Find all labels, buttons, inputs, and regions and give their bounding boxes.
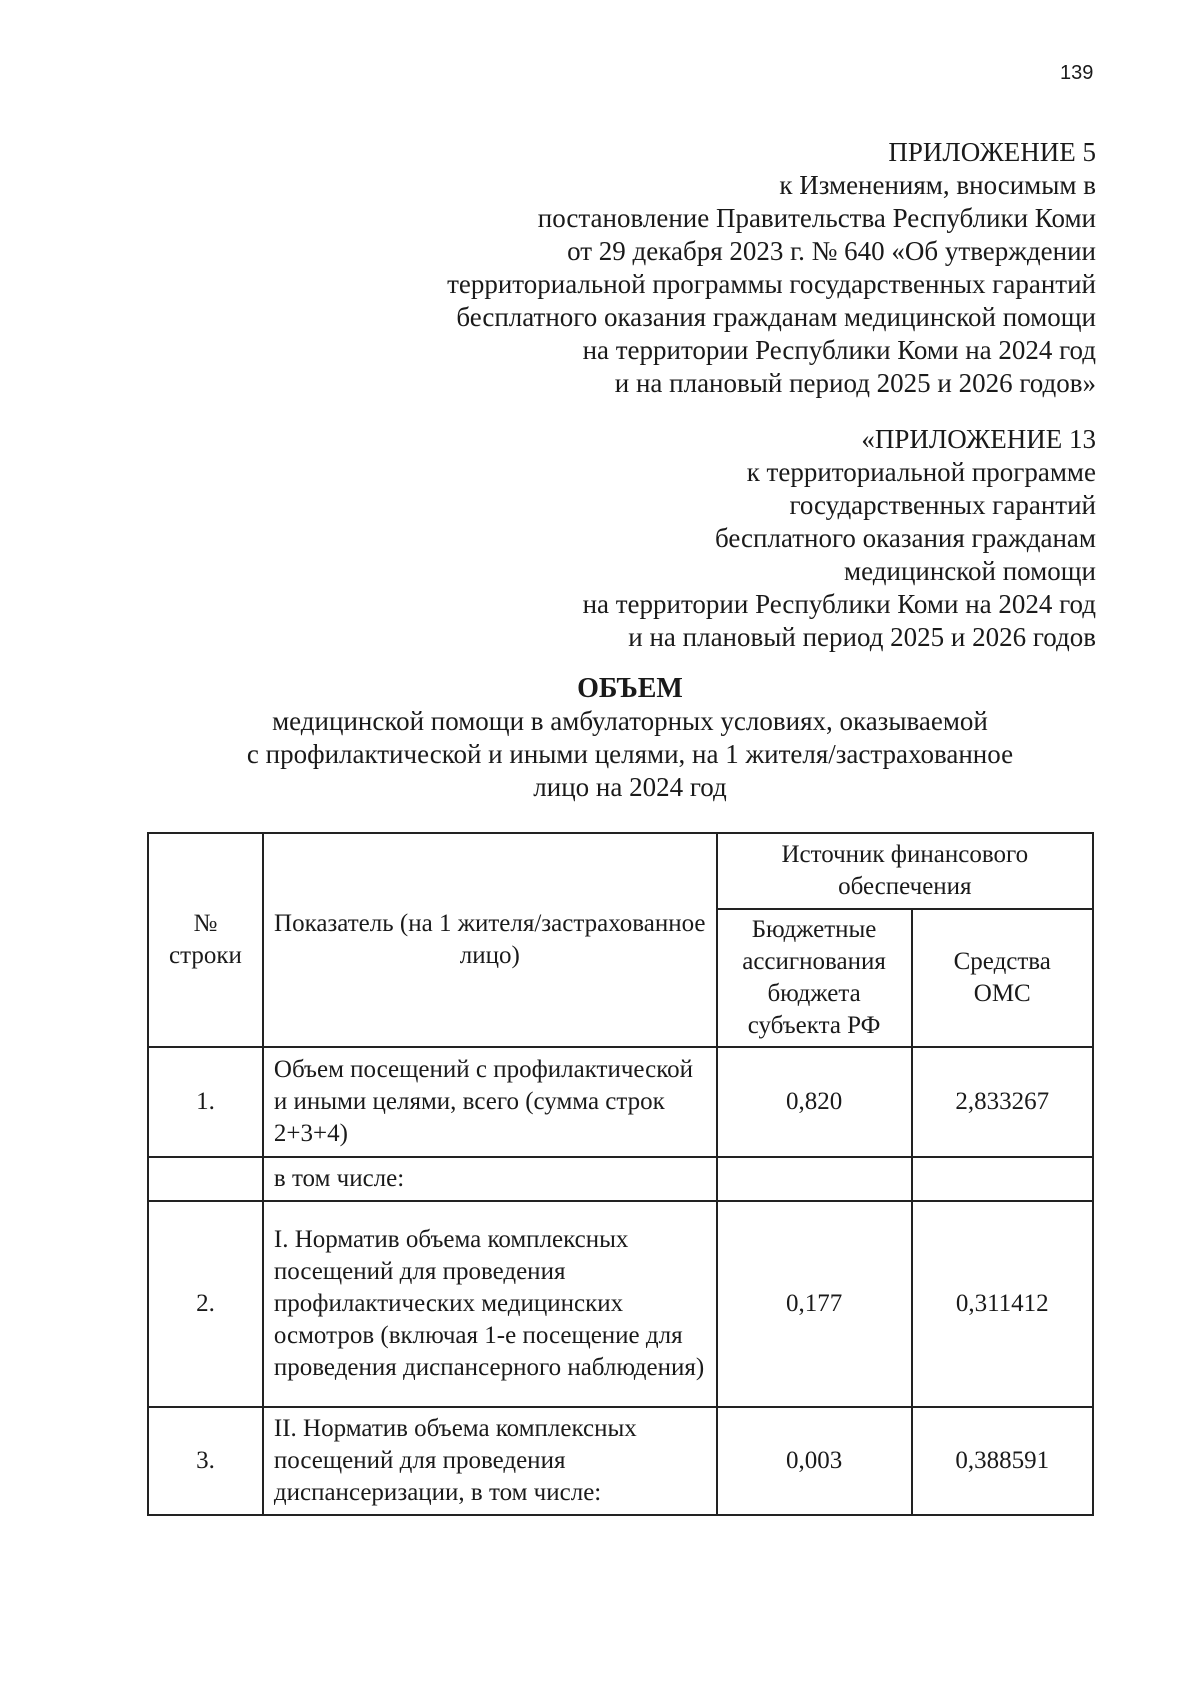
appendix-13-line: «ПРИЛОЖЕНИЕ 13 (861, 424, 1096, 454)
row-indicator: I. Норматив объема комплексных посещений для проведения профилактических медицинских осмотров (включая 1-е посещение для проведения диспансерного наблюдения) (263, 1201, 717, 1407)
appendix-13-line: бесплатного оказания гражданам (715, 523, 1096, 553)
appendix-13-header (583, 423, 1096, 654)
row-number: 2. (148, 1201, 263, 1407)
appendix-13-line: государственных гарантий (789, 490, 1096, 520)
table-row (148, 1201, 1093, 1407)
appendix-5-line: бесплатного оказания гражданам медицинской помощи (456, 302, 1096, 332)
header-oms: Средства ОМС (912, 909, 1093, 1047)
title-main: ОБЪЕМ (577, 673, 683, 704)
header-indicator: Показатель (на 1 жителя/застрахованное лицо) (263, 833, 717, 1047)
row-oms-value (912, 1157, 1093, 1201)
row-oms-value: 2,833267 (912, 1047, 1093, 1157)
row-number: 3. (148, 1407, 263, 1515)
page-number: 139 (1060, 62, 1094, 84)
row-budget-value: 0,003 (717, 1407, 912, 1515)
table-row (148, 1407, 1093, 1515)
document-title (150, 672, 1110, 804)
appendix-5-line: на территории Республики Коми на 2024 год (582, 335, 1096, 365)
title-line: медицинской помощи в амбулаторных условиях, оказываемой (272, 706, 988, 736)
appendix-13-line: на территории Республики Коми на 2024 год (582, 589, 1096, 619)
row-oms-value: 0,311412 (912, 1201, 1093, 1407)
row-number (148, 1157, 263, 1201)
appendix-5-line: ПРИЛОЖЕНИЕ 5 (888, 137, 1096, 167)
appendix-13-line: к территориальной программе (746, 457, 1096, 487)
appendix-5-line: территориальной программы государственных гарантий (447, 269, 1096, 299)
appendix-5-header (447, 136, 1096, 400)
appendix-5-line: и на плановый период 2025 и 2026 годов» (614, 368, 1096, 398)
row-budget-value: 0,820 (717, 1047, 912, 1157)
row-budget-value: 0,177 (717, 1201, 912, 1407)
header-budget: Бюджетные ассигнования бюджета субъекта РФ (717, 909, 912, 1047)
row-indicator: Объем посещений с профилактической и иными целями, всего (сумма строк 2+3+4) (263, 1047, 717, 1157)
title-line: с профилактической и иными целями, на 1 жителя/застрахованное (246, 739, 1014, 769)
header-row-number: № строки (148, 833, 263, 1047)
volume-table (147, 832, 1094, 1516)
appendix-13-line: медицинской помощи (844, 556, 1096, 586)
table-row (148, 1047, 1093, 1157)
row-budget-value (717, 1157, 912, 1201)
appendix-5-line: к Изменениям, вносимым в (779, 170, 1096, 200)
header-funding-source: Источник финансового обеспечения (717, 833, 1093, 909)
row-indicator: II. Норматив объема комплексных посещений для проведения диспансеризации, в том числе: (263, 1407, 717, 1515)
table-row (148, 1157, 1093, 1201)
appendix-5-line: от 29 декабря 2023 г. № 640 «Об утверждении (567, 236, 1096, 266)
appendix-13-line: и на плановый период 2025 и 2026 годов (628, 622, 1096, 652)
row-number: 1. (148, 1047, 263, 1157)
title-line: лицо на 2024 год (533, 772, 727, 802)
appendix-5-line: постановление Правительства Республики Коми (537, 203, 1096, 233)
row-indicator: в том числе: (263, 1157, 717, 1201)
table-header-row (148, 833, 1093, 909)
row-oms-value: 0,388591 (912, 1407, 1093, 1515)
